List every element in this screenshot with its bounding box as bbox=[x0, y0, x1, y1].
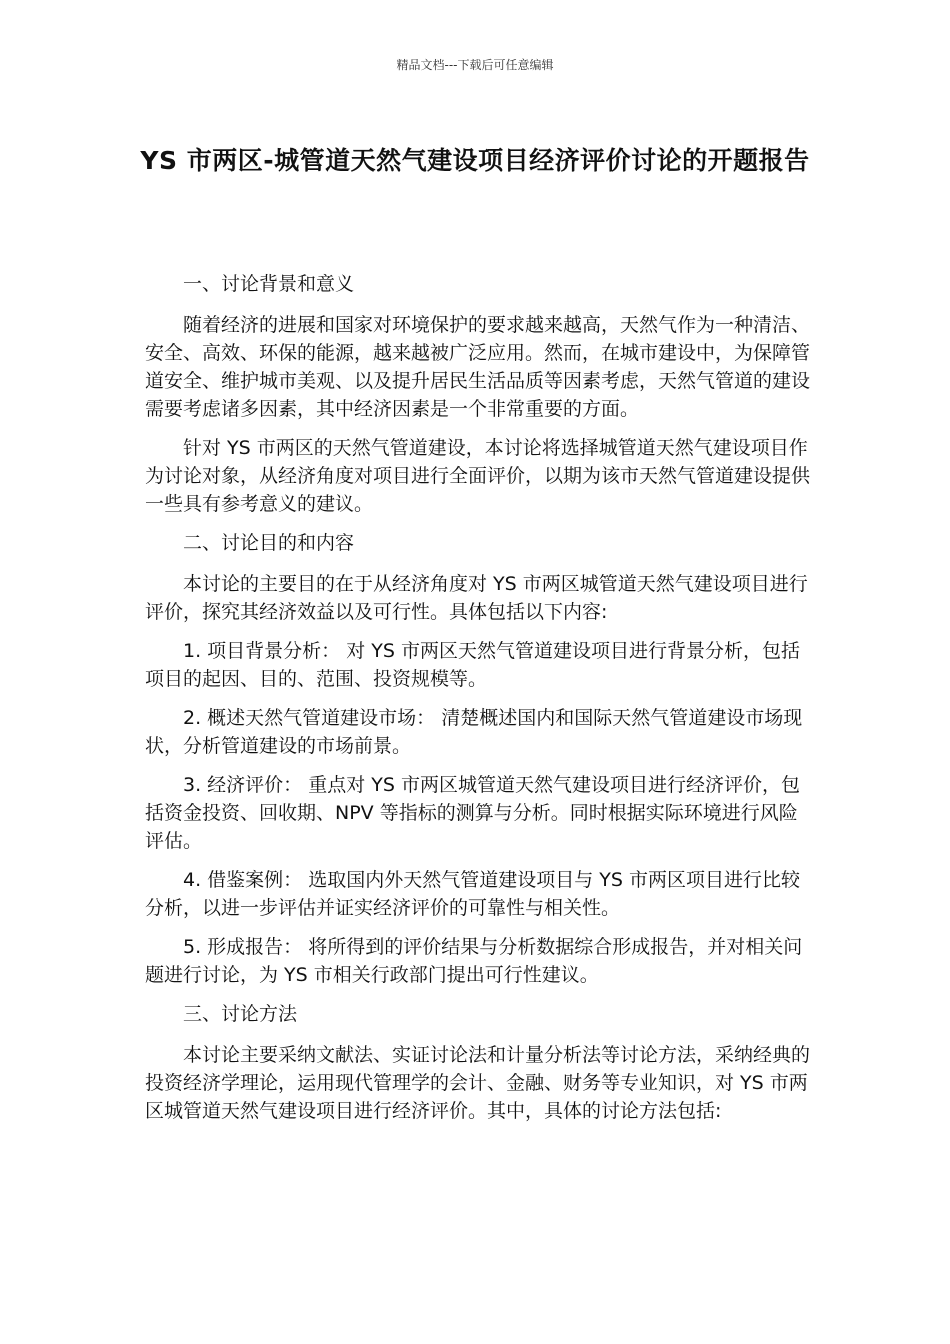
page-header-note: 精品文档---下载后可任意编辑 bbox=[396, 58, 554, 72]
section-heading-methods: 三、讨论方法 bbox=[183, 1003, 298, 1025]
list-item-2: 2. 概述天然气管道建设市场： 清楚概述国内和国际天然气管道建设市场现状，分析管道建设的市场前景。 bbox=[145, 707, 803, 757]
paragraph-methods: 本讨论主要采纳文献法、实证讨论法和计量分析法等讨论方法，采纳经典的投资经济学理论，运用现代管理学的会计、金融、财务等专业知识，对 YS 市两区城管道天然气建设项目进行经济评价。其中，具体的讨论方法包括: bbox=[145, 1044, 811, 1122]
section-heading-purpose: 二、讨论目的和内容 bbox=[183, 532, 355, 554]
document-title: YS 市两区-城管道天然气建设项目经济评价讨论的开题报告 bbox=[140, 146, 810, 175]
paragraph-purpose-intro: 本讨论的主要目的在于从经济角度对 YS 市两区城管道天然气建设项目进行评价，探究其经济效益以及可行性。具体包括以下内容: bbox=[145, 573, 808, 623]
document-body bbox=[145, 270, 810, 1136]
list-item-3: 3. 经济评价： 重点对 YS 市两区城管道天然气建设项目进行经济评价，包括资金投资、回收期、NPV 等指标的测算与分析。同时根据实际环境进行风险评估。 bbox=[145, 774, 800, 852]
list-item-1: 1. 项目背景分析： 对 YS 市两区天然气管道建设项目进行背景分析，包括项目的起因、目的、范围、投资规模等。 bbox=[145, 640, 800, 690]
list-item-5: 5. 形成报告： 将所得到的评价结果与分析数据综合形成报告，并对相关问题进行讨论，为 YS 市相关行政部门提出可行性建议。 bbox=[145, 936, 803, 986]
paragraph-background-1: 随着经济的进展和国家对环境保护的要求越来越高，天然气作为一种清洁、安全、高效、环保的能源，越来越被广泛应用。然而，在城市建设中，为保障管道安全、维护城市美观、以及提升居民生活品质等因素考虑，天然气管道的建设需要考虑诸多因素，其中经济因素是一个非常重要的方面。 bbox=[145, 314, 811, 420]
section-heading-background: 一、讨论背景和意义 bbox=[183, 273, 355, 295]
list-item-4: 4. 借鉴案例： 选取国内外天然气管道建设项目与 YS 市两区项目进行比较分析，以进一步评估并证实经济评价的可靠性与相关性。 bbox=[145, 869, 800, 919]
paragraph-background-2: 针对 YS 市两区的天然气管道建设，本讨论将选择城管道天然气建设项目作为讨论对象，从经济角度对项目进行全面评价，以期为该市天然气管道建设提供一些具有参考意义的建议。 bbox=[145, 437, 811, 515]
